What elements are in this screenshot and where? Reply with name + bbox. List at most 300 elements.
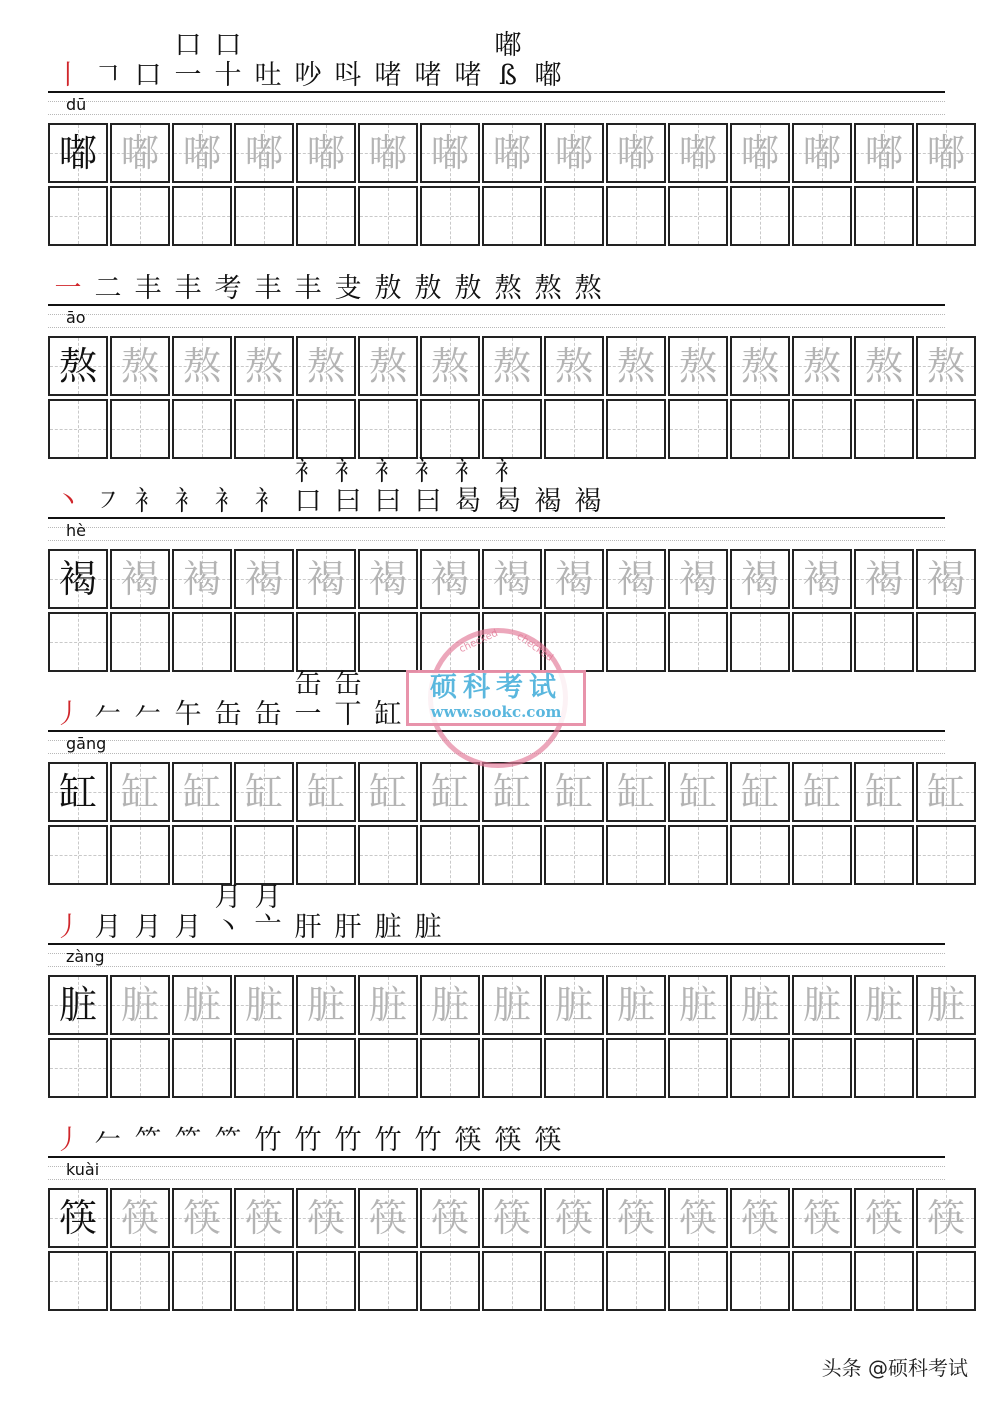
character-block [48, 456, 965, 686]
trace-cell[interactable] [296, 336, 356, 396]
pinyin-guide-line [48, 540, 945, 541]
stroke-step: 缸 [374, 699, 402, 730]
practice-cell[interactable] [172, 186, 232, 246]
trace-cell[interactable] [234, 975, 294, 1035]
divider-line [48, 1156, 945, 1158]
practice-cell[interactable] [730, 612, 790, 672]
trace-character: 熬 [554, 344, 593, 388]
practice-cell[interactable] [358, 399, 418, 459]
trace-cell[interactable] [420, 549, 480, 609]
pinyin-guide-line [48, 966, 945, 967]
practice-cell[interactable] [420, 399, 480, 459]
trace-character: 嘟 [554, 131, 593, 175]
trace-character: 褐 [182, 557, 221, 601]
practice-cell[interactable] [854, 612, 914, 672]
stroke-step: 丶 [54, 486, 82, 517]
practice-cell[interactable] [730, 1251, 790, 1311]
practice-cell[interactable] [916, 612, 976, 672]
trace-cell[interactable] [916, 123, 976, 183]
practice-cell[interactable] [916, 1251, 976, 1311]
trace-cell[interactable] [420, 123, 480, 183]
trace-cell[interactable] [544, 549, 604, 609]
practice-cell[interactable] [854, 825, 914, 885]
practice-cell[interactable] [854, 1251, 914, 1311]
trace-cell[interactable] [358, 1188, 418, 1248]
trace-cell[interactable] [668, 549, 728, 609]
practice-cell[interactable] [854, 186, 914, 246]
stroke-step: 叏 [334, 273, 362, 304]
trace-cell[interactable] [730, 975, 790, 1035]
stroke-step: 熬 [574, 273, 602, 304]
trace-cell[interactable] [668, 123, 728, 183]
practice-cell[interactable] [482, 186, 542, 246]
practice-cell[interactable] [482, 825, 542, 885]
trace-character: 筷 [678, 1196, 717, 1240]
practice-cell[interactable] [296, 1038, 356, 1098]
character-block [48, 30, 965, 260]
trace-cell[interactable] [606, 549, 666, 609]
practice-cell[interactable] [172, 1038, 232, 1098]
trace-row [48, 549, 976, 609]
trace-character: 脏 [430, 983, 469, 1027]
practice-cell[interactable] [420, 825, 480, 885]
trace-cell[interactable] [668, 975, 728, 1035]
trace-cell[interactable] [544, 762, 604, 822]
trace-character: 褐 [678, 557, 717, 601]
practice-cell[interactable] [48, 186, 108, 246]
pinyin-guide-line [48, 314, 945, 315]
trace-character: 筷 [554, 1196, 593, 1240]
practice-cell[interactable] [234, 399, 294, 459]
practice-cell[interactable] [358, 612, 418, 672]
practice-cell[interactable] [792, 825, 852, 885]
pinyin-guide-line [48, 753, 945, 754]
stroke-step: 脏 [414, 912, 442, 943]
trace-cell[interactable] [482, 549, 542, 609]
model-cell[interactable] [48, 762, 108, 822]
practice-cell[interactable] [296, 399, 356, 459]
trace-character: 嘟 [616, 131, 655, 175]
stroke-step: ⺮ [174, 1125, 202, 1156]
practice-cell[interactable] [296, 1251, 356, 1311]
practice-cell[interactable] [854, 1038, 914, 1098]
trace-character: 熬 [182, 344, 221, 388]
trace-character: 脏 [616, 983, 655, 1027]
trace-cell[interactable] [172, 123, 232, 183]
practice-cell[interactable] [916, 825, 976, 885]
practice-cell[interactable] [172, 825, 232, 885]
practice-cell[interactable] [730, 1038, 790, 1098]
stroke-step: 衤曷 [494, 456, 522, 517]
trace-cell[interactable] [110, 1188, 170, 1248]
trace-character: 筷 [492, 1196, 531, 1240]
trace-character: 缸 [182, 770, 221, 814]
trace-character: 缸 [368, 770, 407, 814]
pinyin-guide-line [48, 327, 945, 328]
trace-cell[interactable] [792, 975, 852, 1035]
model-cell[interactable] [48, 975, 108, 1035]
stroke-step: 筷 [494, 1125, 522, 1156]
practice-cell[interactable] [234, 1038, 294, 1098]
trace-cell[interactable] [482, 762, 542, 822]
trace-cell[interactable] [296, 975, 356, 1035]
trace-cell[interactable] [544, 975, 604, 1035]
trace-character: 嘟 [244, 131, 283, 175]
pinyin-label: zàng [66, 947, 105, 966]
practice-cell[interactable] [606, 825, 666, 885]
stroke-step: 敖 [414, 273, 442, 304]
practice-cell[interactable] [48, 1251, 108, 1311]
trace-cell[interactable] [730, 549, 790, 609]
stroke-step: 竹 [294, 1125, 322, 1156]
character-block [48, 669, 965, 899]
trace-cell[interactable] [730, 336, 790, 396]
stroke-step: 丰 [254, 273, 282, 304]
practice-cell[interactable] [668, 186, 728, 246]
trace-cell[interactable] [544, 336, 604, 396]
trace-character: 褐 [430, 557, 469, 601]
stroke-step: 竹 [374, 1125, 402, 1156]
trace-cell[interactable] [792, 549, 852, 609]
practice-cell[interactable] [730, 399, 790, 459]
practice-cell[interactable] [48, 612, 108, 672]
practice-cell[interactable] [668, 1038, 728, 1098]
practice-cell[interactable] [916, 186, 976, 246]
practice-cell[interactable] [110, 186, 170, 246]
trace-cell[interactable] [358, 762, 418, 822]
practice-cell[interactable] [172, 612, 232, 672]
practice-cell[interactable] [420, 1251, 480, 1311]
stroke-step: 衤 [254, 486, 282, 517]
trace-cell[interactable] [916, 1188, 976, 1248]
trace-cell[interactable] [420, 762, 480, 822]
trace-cell[interactable] [296, 123, 356, 183]
model-character: 嘟 [58, 131, 97, 175]
practice-cell[interactable] [668, 399, 728, 459]
stroke-step: 嘟 [534, 60, 562, 91]
practice-cell[interactable] [172, 399, 232, 459]
trace-row [48, 762, 976, 822]
trace-cell[interactable] [110, 123, 170, 183]
practice-cell[interactable] [234, 1251, 294, 1311]
trace-character: 嘟 [864, 131, 903, 175]
trace-character: 熬 [368, 344, 407, 388]
trace-cell[interactable] [792, 336, 852, 396]
trace-cell[interactable] [916, 975, 976, 1035]
stroke-step: 熬 [534, 273, 562, 304]
stroke-order-row [48, 669, 408, 730]
practice-cell[interactable] [420, 612, 480, 672]
practice-cell[interactable] [48, 825, 108, 885]
trace-cell[interactable] [792, 762, 852, 822]
stroke-step: 脏 [374, 912, 402, 943]
practice-cell[interactable] [172, 1251, 232, 1311]
trace-cell[interactable] [420, 975, 480, 1035]
practice-cell[interactable] [234, 825, 294, 885]
trace-cell[interactable] [916, 336, 976, 396]
stroke-step: ⺮ [214, 1125, 242, 1156]
stroke-step: 衤口 [294, 456, 322, 517]
stroke-step: 月亠 [254, 882, 282, 943]
trace-cell[interactable] [730, 762, 790, 822]
stroke-step: 缶 [254, 699, 282, 730]
trace-character: 筷 [926, 1196, 965, 1240]
trace-cell[interactable] [482, 1188, 542, 1248]
stroke-step: 敖 [454, 273, 482, 304]
model-cell[interactable] [48, 549, 108, 609]
trace-cell[interactable] [110, 975, 170, 1035]
pinyin-label: gāng [66, 734, 107, 753]
practice-cell[interactable] [110, 825, 170, 885]
trace-cell[interactable] [606, 975, 666, 1035]
trace-cell[interactable] [482, 975, 542, 1035]
trace-cell[interactable] [916, 762, 976, 822]
trace-cell[interactable] [544, 123, 604, 183]
practice-cell[interactable] [792, 186, 852, 246]
trace-cell[interactable] [668, 336, 728, 396]
trace-character: 筷 [430, 1196, 469, 1240]
stroke-step: 丰 [294, 273, 322, 304]
character-block [48, 882, 965, 1112]
trace-row [48, 1188, 976, 1248]
trace-character: 缸 [492, 770, 531, 814]
trace-cell[interactable] [358, 975, 418, 1035]
practice-cell[interactable] [916, 1038, 976, 1098]
practice-cell[interactable] [792, 399, 852, 459]
trace-cell[interactable] [234, 1188, 294, 1248]
trace-character: 缸 [740, 770, 779, 814]
practice-cell[interactable] [296, 825, 356, 885]
practice-cell[interactable] [482, 1038, 542, 1098]
stroke-step: 肝 [334, 912, 362, 943]
stroke-step: 缶丅 [334, 669, 362, 730]
trace-character: 嘟 [182, 131, 221, 175]
practice-cell[interactable] [544, 1251, 604, 1311]
trace-cell[interactable] [110, 549, 170, 609]
trace-character: 脏 [926, 983, 965, 1027]
stroke-step: 筷 [534, 1125, 562, 1156]
trace-cell[interactable] [358, 549, 418, 609]
trace-character: 脏 [554, 983, 593, 1027]
practice-cell[interactable] [48, 1038, 108, 1098]
trace-cell[interactable] [916, 549, 976, 609]
practice-cell[interactable] [234, 186, 294, 246]
trace-cell[interactable] [296, 1188, 356, 1248]
pinyin-guide-line [48, 114, 945, 115]
trace-character: 褐 [492, 557, 531, 601]
trace-row [48, 123, 976, 183]
trace-character: 缸 [430, 770, 469, 814]
trace-character: 褐 [740, 557, 779, 601]
stroke-step: 考 [214, 273, 242, 304]
practice-cell[interactable] [110, 612, 170, 672]
trace-cell[interactable] [358, 123, 418, 183]
trace-character: 筷 [368, 1196, 407, 1240]
trace-cell[interactable] [668, 762, 728, 822]
stroke-step: 褐 [534, 486, 562, 517]
trace-cell[interactable] [172, 762, 232, 822]
model-cell[interactable] [48, 123, 108, 183]
trace-character: 褐 [926, 557, 965, 601]
practice-cell[interactable] [234, 612, 294, 672]
stroke-step: 衤曰 [374, 456, 402, 517]
practice-cell[interactable] [420, 186, 480, 246]
trace-character: 缸 [678, 770, 717, 814]
trace-cell[interactable] [854, 762, 914, 822]
trace-character: 脏 [864, 983, 903, 1027]
divider-line [48, 304, 945, 306]
practice-cell[interactable] [482, 399, 542, 459]
practice-cell[interactable] [606, 1251, 666, 1311]
stroke-step: 嘟ß [494, 30, 522, 91]
trace-character: 嘟 [368, 131, 407, 175]
practice-cell[interactable] [606, 399, 666, 459]
stroke-step: 𠂉 [134, 699, 162, 730]
trace-character: 筷 [120, 1196, 159, 1240]
stroke-step: 月丶 [214, 882, 242, 943]
practice-cell[interactable] [48, 399, 108, 459]
trace-cell[interactable] [172, 1188, 232, 1248]
trace-cell[interactable] [792, 123, 852, 183]
trace-character: 筷 [244, 1196, 283, 1240]
pinyin-guide-line [48, 1166, 945, 1167]
stroke-step: ⺮ [134, 1125, 162, 1156]
footer-credit: 头条 @硕科考试 [821, 1356, 968, 1380]
stroke-step: 丨 [54, 60, 82, 91]
practice-cell[interactable] [110, 1038, 170, 1098]
trace-cell[interactable] [172, 549, 232, 609]
practice-cell[interactable] [296, 612, 356, 672]
trace-character: 缸 [306, 770, 345, 814]
stroke-step: 啫 [414, 60, 442, 91]
practice-cell[interactable] [110, 1251, 170, 1311]
practice-cell[interactable] [606, 1038, 666, 1098]
trace-character: 脏 [678, 983, 717, 1027]
practice-cell[interactable] [544, 612, 604, 672]
stroke-step: 𠂉 [94, 699, 122, 730]
practice-cell[interactable] [668, 1251, 728, 1311]
trace-cell[interactable] [606, 762, 666, 822]
practice-cell[interactable] [110, 399, 170, 459]
trace-cell[interactable] [358, 336, 418, 396]
trace-cell[interactable] [234, 762, 294, 822]
trace-character: 熬 [616, 344, 655, 388]
trace-cell[interactable] [234, 123, 294, 183]
trace-character: 缸 [802, 770, 841, 814]
trace-cell[interactable] [482, 336, 542, 396]
trace-character: 熬 [864, 344, 903, 388]
trace-cell[interactable] [234, 549, 294, 609]
practice-cell[interactable] [420, 1038, 480, 1098]
trace-cell[interactable] [606, 123, 666, 183]
trace-cell[interactable] [172, 336, 232, 396]
practice-cell[interactable] [358, 1038, 418, 1098]
trace-cell[interactable] [234, 336, 294, 396]
trace-character: 脏 [120, 983, 159, 1027]
stroke-step: 丰 [174, 273, 202, 304]
trace-character: 褐 [616, 557, 655, 601]
trace-character: 熬 [802, 344, 841, 388]
trace-cell[interactable] [730, 1188, 790, 1248]
practice-cell[interactable] [668, 825, 728, 885]
model-character: 褐 [58, 557, 97, 601]
trace-cell[interactable] [172, 975, 232, 1035]
trace-character: 筷 [802, 1196, 841, 1240]
practice-cell[interactable] [792, 1038, 852, 1098]
trace-cell[interactable] [606, 1188, 666, 1248]
practice-cell[interactable] [606, 612, 666, 672]
trace-cell[interactable] [606, 336, 666, 396]
practice-cell[interactable] [792, 1251, 852, 1311]
trace-character: 嘟 [926, 131, 965, 175]
trace-cell[interactable] [296, 549, 356, 609]
practice-cell[interactable] [544, 1038, 604, 1098]
practice-cell[interactable] [482, 612, 542, 672]
practice-cell[interactable] [792, 612, 852, 672]
model-character: 缸 [58, 770, 97, 814]
trace-cell[interactable] [668, 1188, 728, 1248]
trace-cell[interactable] [110, 762, 170, 822]
practice-cell[interactable] [730, 825, 790, 885]
trace-cell[interactable] [854, 549, 914, 609]
practice-cell[interactable] [544, 186, 604, 246]
practice-cell[interactable] [482, 1251, 542, 1311]
pinyin-guide-line [48, 101, 945, 102]
model-cell[interactable] [48, 1188, 108, 1248]
trace-character: 脏 [492, 983, 531, 1027]
practice-cell[interactable] [358, 1251, 418, 1311]
stroke-step: 口 [134, 60, 162, 91]
practice-cell[interactable] [544, 825, 604, 885]
trace-character: 熬 [244, 344, 283, 388]
stroke-step: 丿 [54, 699, 82, 730]
stamp-arc-text: checked [514, 631, 555, 664]
trace-cell[interactable] [110, 336, 170, 396]
stroke-step: 衤曰 [334, 456, 362, 517]
practice-cell[interactable] [668, 612, 728, 672]
trace-cell[interactable] [854, 336, 914, 396]
trace-cell[interactable] [854, 123, 914, 183]
practice-cell[interactable] [544, 399, 604, 459]
model-character: 筷 [58, 1196, 97, 1240]
trace-character: 褐 [864, 557, 903, 601]
stroke-order-row [48, 882, 448, 943]
stroke-step: 敖 [374, 273, 402, 304]
character-block [48, 260, 965, 473]
stroke-step: 月 [94, 912, 122, 943]
practice-cell[interactable] [854, 399, 914, 459]
trace-cell[interactable] [854, 1188, 914, 1248]
practice-cell[interactable] [358, 825, 418, 885]
trace-cell[interactable] [420, 336, 480, 396]
practice-cell[interactable] [606, 186, 666, 246]
stroke-step: 熬 [494, 273, 522, 304]
trace-cell[interactable] [482, 123, 542, 183]
practice-cell[interactable] [730, 186, 790, 246]
trace-cell[interactable] [730, 123, 790, 183]
stroke-step: 缶 [214, 699, 242, 730]
trace-cell[interactable] [854, 975, 914, 1035]
trace-cell[interactable] [792, 1188, 852, 1248]
pinyin-label: dū [66, 95, 87, 114]
model-cell[interactable] [48, 336, 108, 396]
trace-cell[interactable] [544, 1188, 604, 1248]
trace-cell[interactable] [296, 762, 356, 822]
practice-cell[interactable] [296, 186, 356, 246]
trace-cell[interactable] [420, 1188, 480, 1248]
practice-cell[interactable] [916, 399, 976, 459]
practice-cell[interactable] [358, 186, 418, 246]
